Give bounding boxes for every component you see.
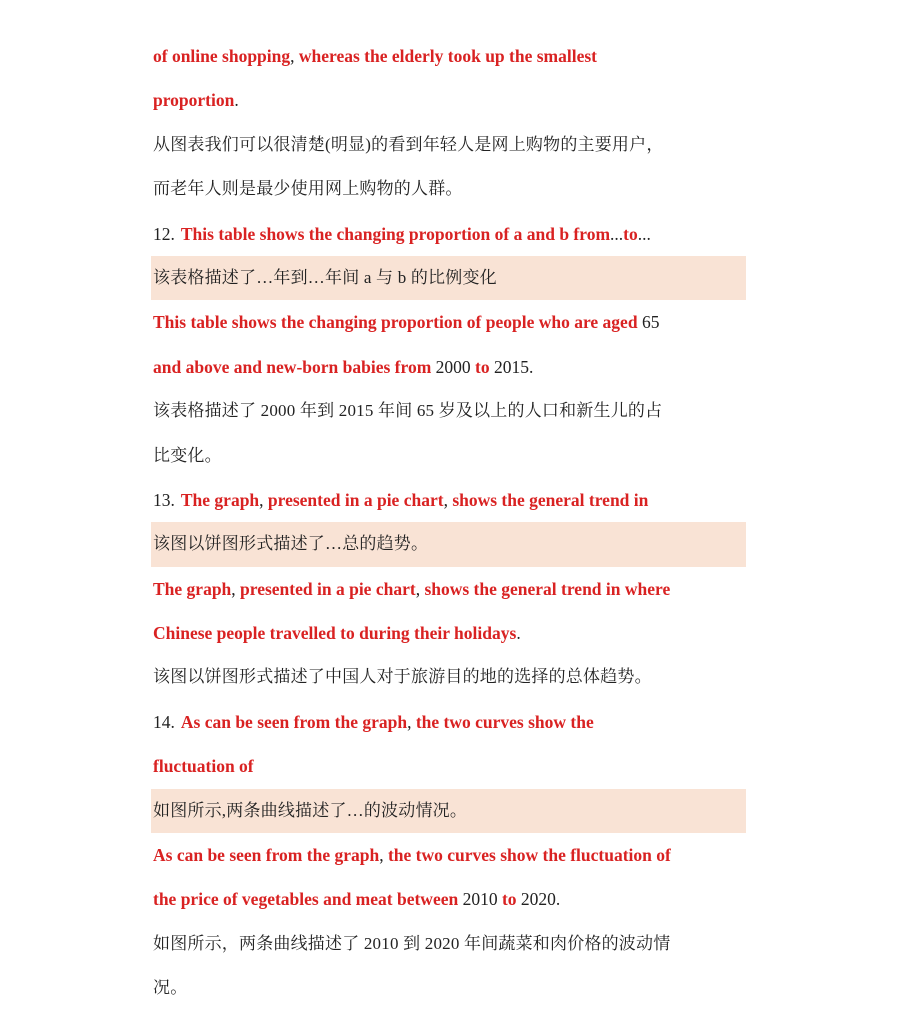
item12-template — [153, 212, 746, 256]
item11-translation-line1: 从图表我们可以很清楚(明显)的看到年轻人是网上购物的主要用户， — [153, 134, 664, 154]
item13-example-text: shows the general trend in where — [420, 578, 671, 599]
item13-template-text: shows the general trend in — [447, 489, 649, 510]
item12-example-year: 2015. — [489, 356, 534, 377]
item12-example-number: 65 — [637, 312, 660, 333]
item14-template-line2 — [153, 744, 746, 788]
item14-comma: , — [407, 711, 412, 732]
item13-comma: , — [231, 578, 236, 599]
item14-example-year: 2010 — [458, 889, 502, 910]
item13-comma: , — [259, 489, 264, 510]
item13-comma: , — [443, 489, 448, 510]
item14-example-year: 2020. — [516, 889, 561, 910]
item12-template-translation: 该表格描述了…年到…年间 a 与 b 的比例变化 — [151, 256, 746, 300]
item13-example-text: The graph — [153, 578, 232, 599]
item12-number: 12. — [153, 223, 175, 244]
item13-example-line2 — [153, 611, 746, 655]
item14-example-text: the two curves show the fluctuation of — [383, 845, 671, 866]
item14-template-translation: 如图所示,两条曲线描述了…的波动情况。 — [151, 789, 746, 833]
item14-translation-line1: 如图所示，两条曲线描述了 2010 到 2020 年间蔬菜和肉价格的波动情 — [153, 933, 671, 953]
item12-translation-line1: 该表格描述了 2000 年到 2015 年间 65 岁及以上的人口和新生儿的占 — [153, 401, 663, 421]
item12-template-dots: ... — [637, 223, 651, 244]
item13-number: 13. — [153, 489, 175, 510]
item12-template-dots: ... — [610, 223, 624, 244]
document-page — [153, 34, 746, 1011]
item12-example-line2 — [153, 345, 746, 389]
item11-example-line2 — [153, 78, 746, 122]
item11-translation-line2: 而老年人则是最少使用网上购物的人群。 — [153, 179, 463, 199]
item13-example-text: Chinese people travelled to during their holidays — [153, 623, 517, 644]
item14-template-line1 — [153, 700, 746, 744]
item11-example-line1 — [153, 34, 746, 78]
item12-example-line1 — [153, 300, 746, 344]
item13-template — [153, 478, 746, 522]
item13-example-text: presented in a pie chart — [235, 578, 416, 599]
item14-comma: , — [379, 845, 384, 866]
item12-template-text: This table shows the changing proportion of a and b from — [180, 223, 611, 244]
item14-translation-line2: 况。 — [153, 978, 188, 998]
item14-template-text: the two curves show the — [411, 711, 594, 732]
item13-template-text: The graph — [180, 489, 260, 510]
item13-comma: , — [415, 578, 421, 599]
item11-comma: , — [290, 46, 295, 66]
item12-example-text: This table shows the changing proportion of people who are aged — [153, 312, 638, 333]
item11-example-text: proportion — [153, 90, 235, 111]
item13-example-line1 — [153, 567, 746, 611]
item14-number: 14. — [153, 711, 175, 732]
item13-template-translation: 该图以饼图形式描述了…总的趋势。 — [151, 522, 746, 566]
item12-example-text: and above and new-born babies from — [153, 356, 432, 377]
item11-period: . — [234, 90, 239, 111]
item13-template-text: presented in a pie chart — [263, 489, 444, 510]
item14-example-to: to — [501, 889, 517, 910]
item11-example-text: whereas the elderly took up the smallest — [294, 46, 598, 66]
item14-example-line1 — [153, 833, 746, 877]
item14-example-text: the price of vegetables and meat between — [153, 889, 459, 910]
item12-example-to: to — [475, 356, 490, 377]
item14-example-line2 — [153, 877, 746, 921]
item13-translation-line1: 该图以饼图形式描述了中国人对于旅游目的地的选择的总体趋势。 — [153, 667, 652, 687]
item12-template-to: to — [623, 223, 638, 244]
item14-template-text: As can be seen from the graph — [180, 711, 408, 732]
item14-example-text: As can be seen from the graph — [153, 845, 380, 866]
item13-period: . — [516, 623, 521, 644]
item11-example-text: of online shopping — [153, 46, 291, 66]
item12-translation-line2: 比变化。 — [153, 445, 222, 465]
item14-template-text: fluctuation of — [153, 756, 254, 777]
item12-example-year: 2000 — [431, 356, 476, 377]
